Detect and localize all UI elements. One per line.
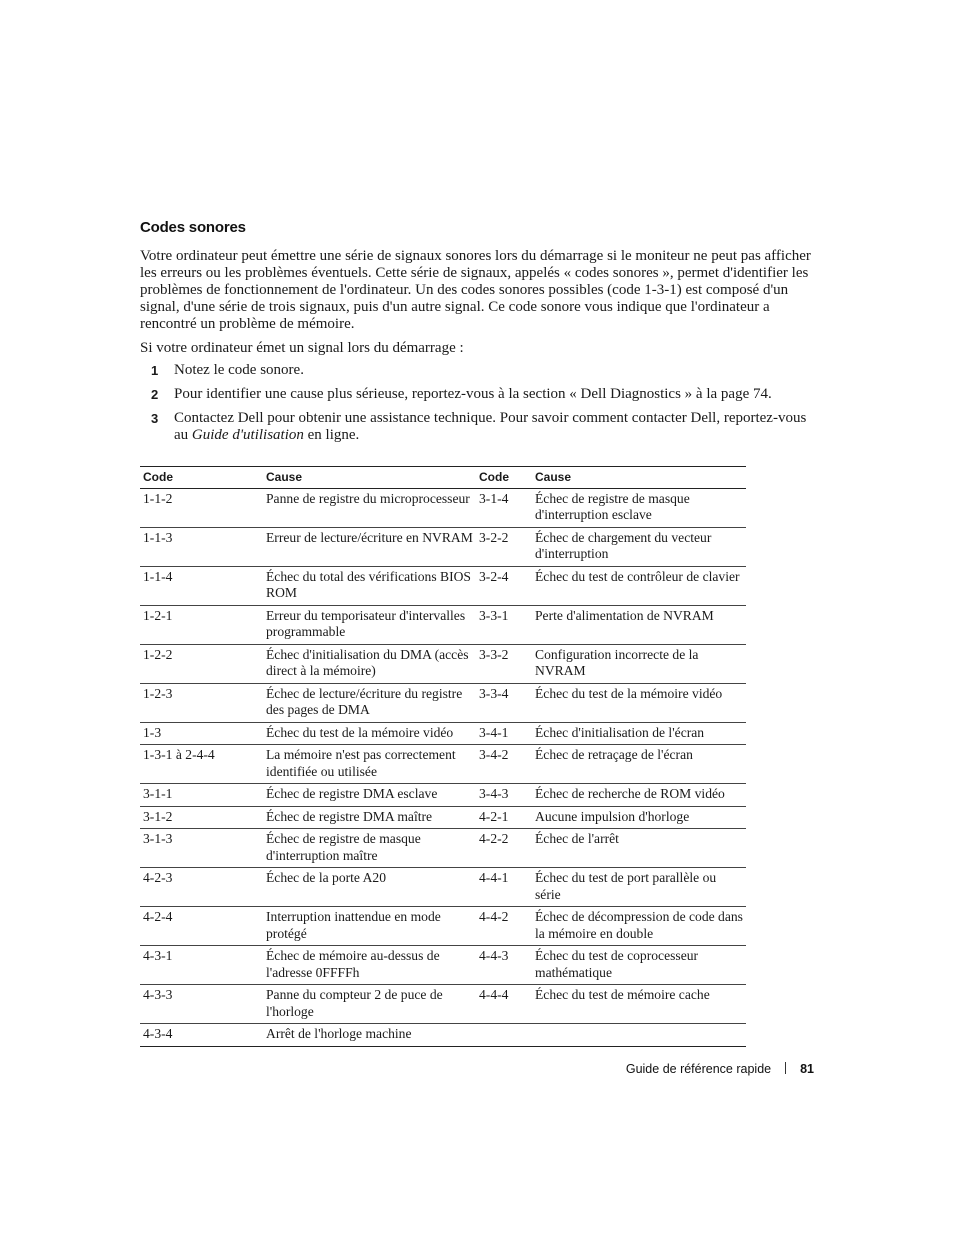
column-header-cause: Cause xyxy=(532,467,746,489)
cause-cell: Échec du total des vérifications BIOS ROM xyxy=(263,566,476,605)
cause-cell: Échec de retraçage de l'écran xyxy=(532,745,746,784)
code-cell: 4-3-1 xyxy=(140,946,263,985)
step-item xyxy=(140,362,816,379)
code-cell xyxy=(476,1024,532,1047)
cause-cell: Interruption inattendue en mode protégé xyxy=(263,907,476,946)
code-cell: 3-4-1 xyxy=(476,722,532,745)
cause-cell: Échec de registre DMA esclave xyxy=(263,784,476,807)
steps-list xyxy=(140,362,816,451)
column-header-code: Code xyxy=(140,467,263,489)
cause-cell: Erreur de lecture/écriture en NVRAM xyxy=(263,527,476,566)
step-item xyxy=(140,386,816,403)
code-cell: 3-3-4 xyxy=(476,683,532,722)
cause-cell xyxy=(532,1024,746,1047)
code-cell: 3-4-3 xyxy=(476,784,532,807)
code-cell: 4-2-3 xyxy=(140,868,263,907)
page-footer xyxy=(540,1062,814,1076)
table-row xyxy=(140,868,746,907)
table-row xyxy=(140,722,746,745)
cause-cell: Échec du test de contrôleur de clavier xyxy=(532,566,746,605)
beep-codes-table xyxy=(140,466,746,1047)
code-cell: 4-3-3 xyxy=(140,985,263,1024)
cause-cell: Échec de registre de masque d'interruption maître xyxy=(263,829,476,868)
cause-cell: Échec du test de port parallèle ou série xyxy=(532,868,746,907)
cause-cell: Échec de lecture/écriture du registre des pages de DMA xyxy=(263,683,476,722)
guide-reference: Guide d'utilisation xyxy=(191,427,304,443)
table-row xyxy=(140,566,746,605)
cause-cell: Échec de chargement du vecteur d'interruption xyxy=(532,527,746,566)
code-cell: 4-4-2 xyxy=(476,907,532,946)
cause-cell: Perte d'alimentation de NVRAM xyxy=(532,605,746,644)
cause-cell: Échec d'initialisation du DMA (accès direct à la mémoire) xyxy=(263,644,476,683)
code-cell: 3-1-3 xyxy=(140,829,263,868)
cause-cell: Panne du compteur 2 de puce de l'horloge xyxy=(263,985,476,1024)
cause-cell: Échec de registre de masque d'interruption esclave xyxy=(532,488,746,527)
code-cell: 4-2-4 xyxy=(140,907,263,946)
table-header-row xyxy=(140,467,746,489)
cause-cell: Arrêt de l'horloge machine xyxy=(263,1024,476,1047)
cause-cell: Aucune impulsion d'horloge xyxy=(532,806,746,829)
cause-cell: Échec d'initialisation de l'écran xyxy=(532,722,746,745)
table-row xyxy=(140,745,746,784)
cause-cell: Échec du test de la mémoire vidéo xyxy=(532,683,746,722)
table-row xyxy=(140,806,746,829)
cause-cell: Échec de registre DMA maître xyxy=(263,806,476,829)
code-cell: 4-2-1 xyxy=(476,806,532,829)
cause-cell: Erreur du temporisateur d'intervalles programmable xyxy=(263,605,476,644)
table-row xyxy=(140,605,746,644)
cause-cell: Échec de mémoire au-dessus de l'adresse 0FFFFh xyxy=(263,946,476,985)
cause-cell: Échec de l'arrêt xyxy=(532,829,746,868)
table-body xyxy=(140,488,746,1046)
cause-cell: Échec de recherche de ROM vidéo xyxy=(532,784,746,807)
code-cell: 3-3-2 xyxy=(476,644,532,683)
step-text: Notez le code sonore. xyxy=(174,362,304,378)
code-cell: 4-4-4 xyxy=(476,985,532,1024)
step-text-part: Contactez Dell pour obtenir une assistance technique. Pour savoir comment contacter Dell, reportez-vous au xyxy=(174,410,807,443)
code-cell: 3-3-1 xyxy=(476,605,532,644)
code-cell: 1-1-3 xyxy=(140,527,263,566)
code-cell: 3-2-4 xyxy=(476,566,532,605)
intro-paragraph: Votre ordinateur peut émettre une série de signaux sonores lors du démarrage si le moniteur ne peut pas afficher les erreurs ou les problèmes éventuels. Cette série de signaux, appelés « codes sonores », permet d'identifier les problèmes de fonctionnement de l'ordinateur. Un des codes sonores possibles (code 1-3-1) est composé d'un signal, d'une série de trois signaux, puis d'un autre signal. Ce code sonore vous indique que l'ordinateur a rencontré un problème de mémoire. xyxy=(140,248,811,332)
step-text-part: en ligne. xyxy=(303,427,360,443)
step-text xyxy=(174,410,806,443)
code-cell: 3-2-2 xyxy=(476,527,532,566)
table-row xyxy=(140,829,746,868)
cause-cell: Panne de registre du microprocesseur xyxy=(263,488,476,527)
table-row xyxy=(140,784,746,807)
code-cell: 4-3-4 xyxy=(140,1024,263,1047)
cause-cell: Échec du test de la mémoire vidéo xyxy=(263,722,476,745)
code-cell: 1-2-1 xyxy=(140,605,263,644)
table-row xyxy=(140,683,746,722)
code-cell: 3-1-2 xyxy=(140,806,263,829)
code-cell: 3-4-2 xyxy=(476,745,532,784)
code-cell: 3-1-4 xyxy=(476,488,532,527)
table-row xyxy=(140,907,746,946)
guide-title: Guide de référence rapide xyxy=(625,1062,772,1076)
step-number: 1 xyxy=(151,363,159,378)
cause-cell: La mémoire n'est pas correctement identifiée ou utilisée xyxy=(263,745,476,784)
table-row xyxy=(140,985,746,1024)
code-cell: 4-4-3 xyxy=(476,946,532,985)
step-text: Pour identifier une cause plus sérieuse, reportez-vous à la section « Dell Diagnostics » à la page 74. xyxy=(174,386,772,402)
table-row xyxy=(140,1024,746,1047)
table-row xyxy=(140,946,746,985)
code-cell: 3-1-1 xyxy=(140,784,263,807)
code-cell: 4-4-1 xyxy=(476,868,532,907)
column-header-cause: Cause xyxy=(263,467,476,489)
code-cell: 4-2-2 xyxy=(476,829,532,868)
code-cell: 1-3 xyxy=(140,722,263,745)
table-row xyxy=(140,488,746,527)
lead-paragraph: Si votre ordinateur émet un signal lors du démarrage : xyxy=(140,340,464,356)
step-number: 2 xyxy=(151,387,159,402)
code-cell: 1-1-4 xyxy=(140,566,263,605)
table-row xyxy=(140,527,746,566)
page-number: 81 xyxy=(800,1062,814,1076)
step-item xyxy=(140,410,816,444)
cause-cell: Configuration incorrecte de la NVRAM xyxy=(532,644,746,683)
cause-cell: Échec de la porte A20 xyxy=(263,868,476,907)
column-header-code: Code xyxy=(476,467,532,489)
code-cell: 1-2-3 xyxy=(140,683,263,722)
code-cell: 1-3-1 à 2-4-4 xyxy=(140,745,263,784)
table-row xyxy=(140,644,746,683)
cause-cell: Échec du test de mémoire cache xyxy=(532,985,746,1024)
footer-separator xyxy=(785,1062,786,1074)
section-title: Codes sonores xyxy=(140,219,246,236)
step-number: 3 xyxy=(151,411,159,426)
code-cell: 1-2-2 xyxy=(140,644,263,683)
cause-cell: Échec de décompression de code dans la mémoire en double xyxy=(532,907,746,946)
cause-cell: Échec du test de coprocesseur mathématique xyxy=(532,946,746,985)
code-cell: 1-1-2 xyxy=(140,488,263,527)
